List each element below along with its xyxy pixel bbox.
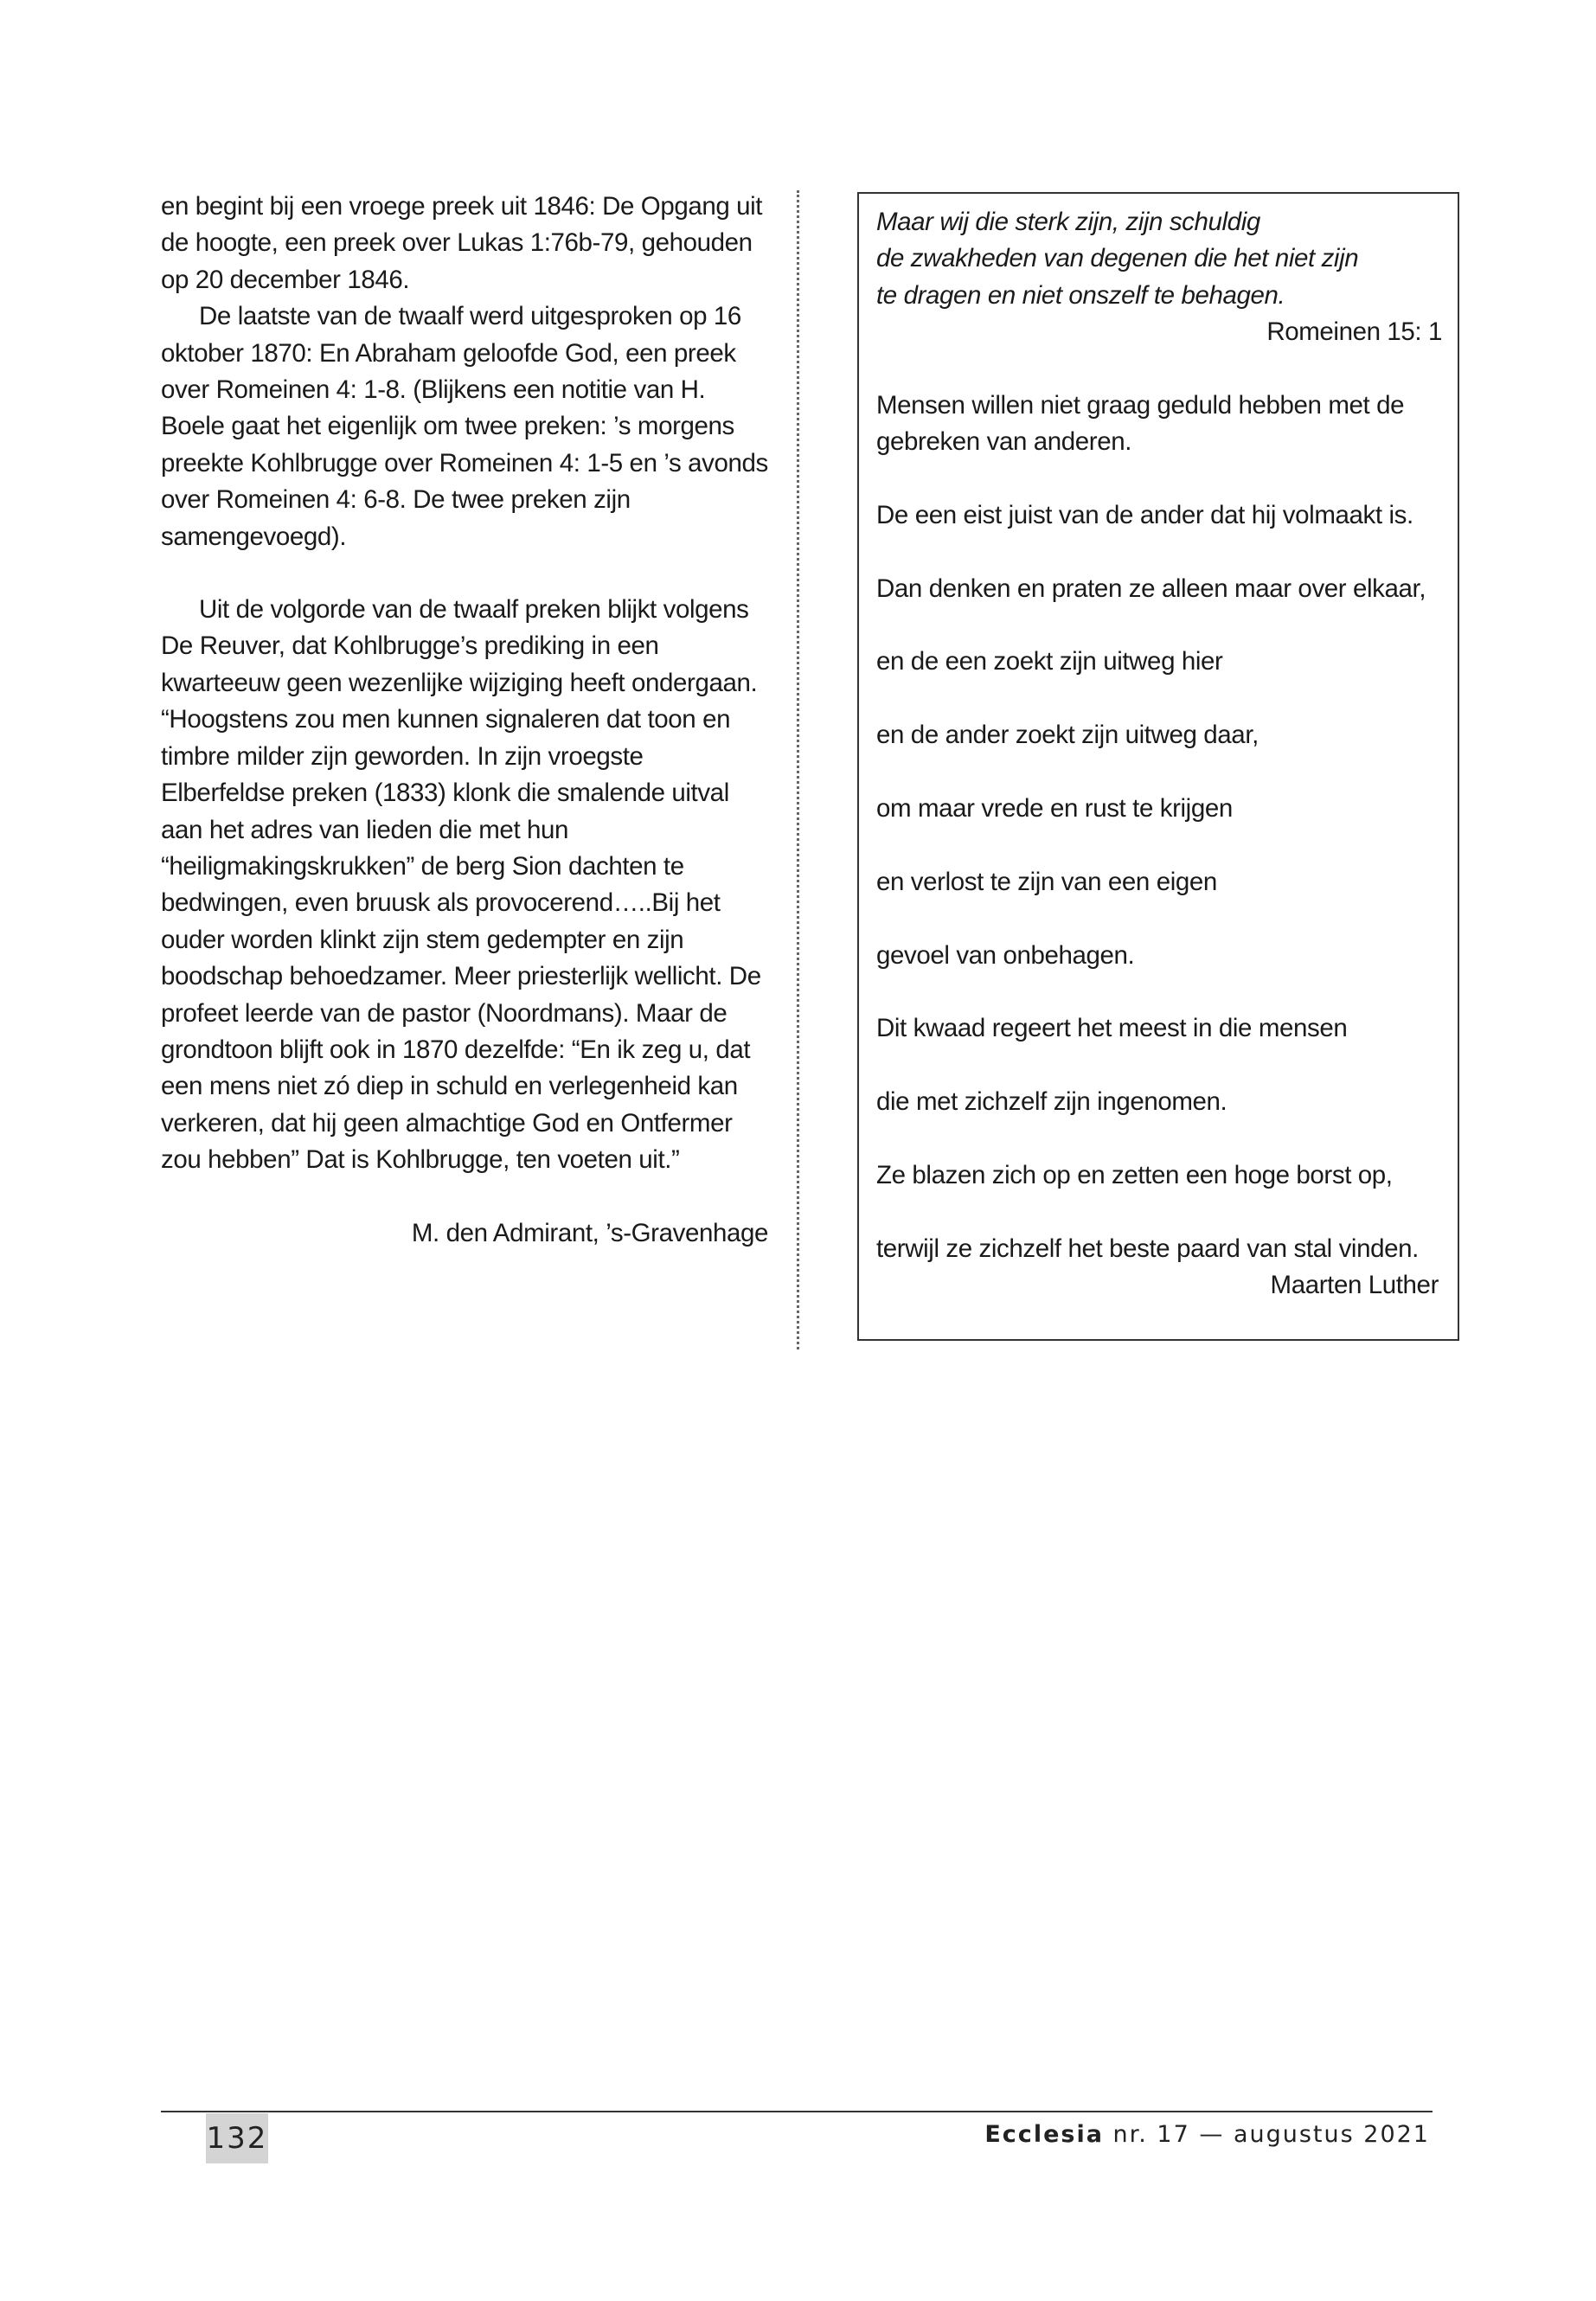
paragraph-intro: en begint bij een vroege preek uit 1846: De Opgang uit de hoogte, een preek over Lukas 1:76b-79, gehouden op 20 december 1846. <box>161 192 763 294</box>
poem-line: Dan denken en praten ze alleen maar over elkaar, <box>876 574 1426 603</box>
journal-footer <box>984 2121 1430 2148</box>
verse-line: te dragen en niet onszelf te behagen. <box>876 280 1285 310</box>
left-column <box>161 189 768 1252</box>
journal-name: Ecclesia <box>984 2121 1104 2148</box>
paragraph-last-sermon: De laatste van de twaalf werd uitgesproken op 16 oktober 1870: En Abraham geloofde God, een preek over Romeinen 4: 1-8. (Blijkens een notitie van H. Boele gaat het eigenlijk om twee preken: ’s morgens preekte Kohlbrugge over Romeinen 4: 1-5 en ’s avonds over Romeinen 4: 6-8. De twee preken zijn samengevoegd). <box>161 302 768 551</box>
poem-author: Maarten Luther <box>1270 1271 1439 1300</box>
poem-line: gevoel van onbehagen. <box>876 940 1135 970</box>
column-divider <box>797 190 799 1349</box>
poem-line: Ze blazen zich op en zetten een hoge borst op, <box>876 1161 1393 1189</box>
bible-verse <box>876 204 1439 314</box>
poem-line: terwijl ze zichzelf het beste paard van stal vinden. <box>876 1234 1419 1263</box>
poem-line: Mensen willen niet graag geduld hebben met de gebreken van anderen. <box>876 390 1405 457</box>
poem-line: Dit kwaad regeert het meest in die mensen <box>876 1014 1348 1043</box>
poem-line: en verlost te zijn van een eigen <box>876 867 1217 896</box>
luther-poem <box>876 388 1439 1268</box>
verse-reference: Romeinen 15: 1 <box>1266 317 1442 347</box>
poem-line: De een eist juist van de ander dat hij volmaakt is. <box>876 500 1413 529</box>
page-number: 132 <box>206 2113 268 2163</box>
verse-line: Maar wij die sterk zijn, zijn schuldig <box>876 208 1260 236</box>
poem-line: die met zichzelf zijn ingenomen. <box>876 1087 1227 1117</box>
verse-line: de zwakheden van degenen die het niet zijn <box>876 244 1359 273</box>
journal-issue: nr. 17 — augustus 2021 <box>1112 2121 1430 2148</box>
poem-line: om maar vrede en rust te krijgen <box>876 794 1233 824</box>
footer-rule <box>161 2111 1433 2112</box>
poem-line: en de ander zoekt zijn uitweg daar, <box>876 721 1259 750</box>
poem-line: en de een zoekt zijn uitweg hier <box>876 647 1223 676</box>
paragraph-conclusion: Uit de volgorde van de twaalf preken blijkt volgens De Reuver, dat Kohlbrugge’s prediking in een kwarteeuw geen wezenlijke wijziging heeft ondergaan. “Hoogstens zou men kunnen signaleren dat toon en timbre milder zijn geworden. In zijn vroegste Elberfeldse preken (1833) klonk die smalende uitval aan het adres van lieden die met hun “heiligmakingskrukken” de berg Sion dachten te bedwingen, even bruusk als provocerend…..Bij het ouder worden klinkt zijn stem gedempter en zijn boodschap behoedzamer. Meer priesterlijk wellicht. De profeet leerde van de pastor (Noordmans). Maar de grondtoon blijft ook in 1870 dezelfde: “En ik zeg u, dat een mens niet zó diep in schuld en verlegenheid kan verkeren, dat hij geen almachtige God en Ontfermer zou hebben” Dat is Kohlbrugge, ten voeten uit.” <box>161 595 761 1175</box>
quote-box <box>857 192 1459 1341</box>
author-signature: M. den Admirant, ’s-Gravenhage <box>411 1218 768 1247</box>
